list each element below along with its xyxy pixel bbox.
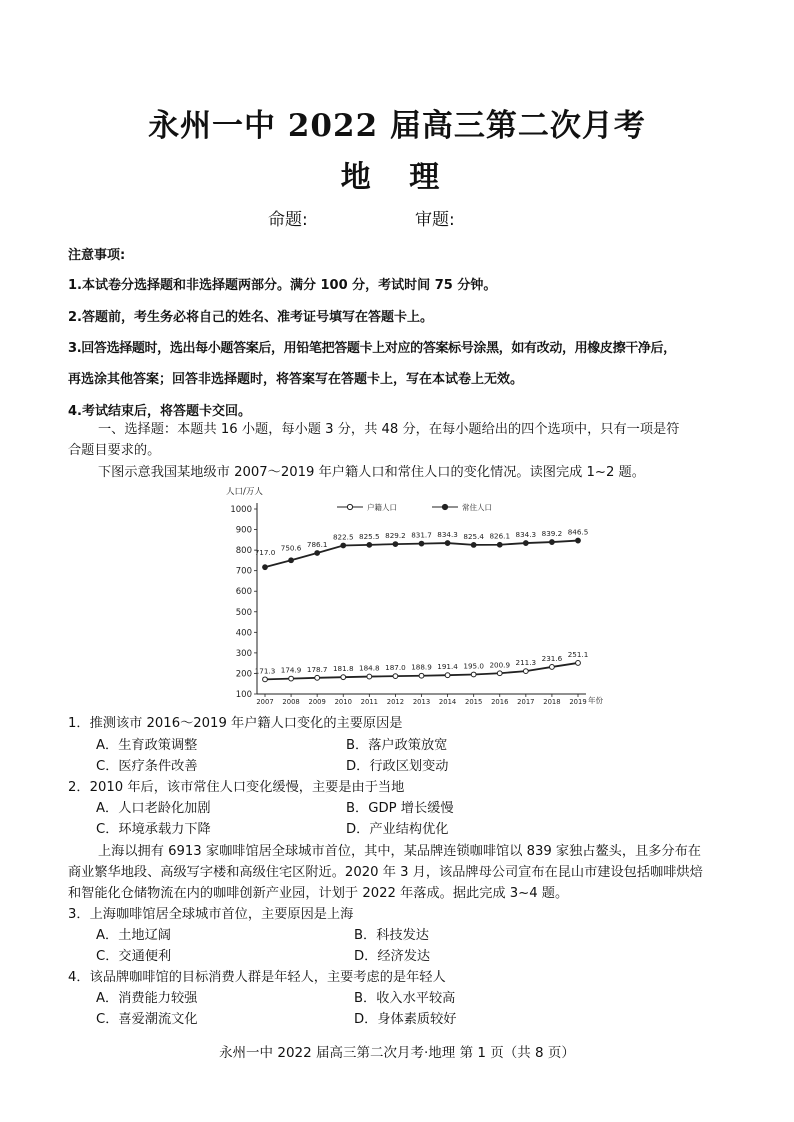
- note-item: 2.答题前，考生务必将自己的姓名、准考证号填写在答题卡上。: [68, 310, 433, 325]
- y-tick-label: 500: [235, 607, 252, 618]
- q1-option-a: A．生育政策调整: [96, 738, 198, 753]
- passage-2-line-3: 和智能化仓储物流在内的咖啡创新产业园，计划于 2022 年落成。据此完成 3~4 题。: [68, 886, 569, 901]
- data-label: 822.5: [332, 532, 354, 542]
- data-point: [341, 675, 346, 680]
- data-point: [550, 540, 555, 545]
- q1-option-c: C．医疗条件改善: [96, 759, 198, 774]
- data-point: [315, 675, 320, 680]
- data-label: 251.1: [567, 649, 589, 659]
- data-point: [263, 677, 268, 682]
- question-3-stem: 3．上海咖啡馆居全球城市首位，主要原因是上海: [68, 907, 354, 922]
- data-label: 181.8: [332, 664, 354, 674]
- y-tick-label: 300: [235, 648, 252, 659]
- data-point: [289, 558, 294, 563]
- q3-option-d: D．经济发达: [354, 949, 431, 964]
- passage-2-line-2: 商业繁华地段、高级写字楼和高级住宅区附近。2020 年 3 月，该品牌母公司宣布在昆山市建设包括咖啡烘焙: [68, 865, 703, 880]
- data-point: [419, 541, 424, 546]
- data-label: 829.2: [385, 531, 406, 541]
- data-point: [445, 541, 450, 546]
- note-item: 1.本试卷分选择题和非选择题两部分。满分 100 分，考试时间 75 分钟。: [68, 278, 497, 293]
- reviewer-label: 审题:: [415, 210, 455, 230]
- q3-option-b: B．科技发达: [354, 928, 429, 943]
- data-label: 839.2: [541, 529, 563, 539]
- data-label: 195.0: [463, 661, 484, 671]
- q2-option-b: B．GDP 增长缓慢: [346, 801, 454, 816]
- note-item: 4.考试结束后，将答题卡交回。: [68, 404, 251, 419]
- y-tick-label: 900: [235, 525, 252, 536]
- x-tick-label: 2011: [360, 698, 378, 706]
- author-label: 命题:: [268, 210, 308, 230]
- data-point: [341, 543, 346, 548]
- data-label: 174.9: [280, 665, 302, 675]
- x-tick-label: 2008: [282, 698, 300, 706]
- y-tick-label: 800: [235, 546, 252, 557]
- data-point: [419, 673, 424, 678]
- data-point: [263, 565, 268, 570]
- q3-option-c: C．交通便利: [96, 949, 172, 964]
- data-point: [315, 551, 320, 556]
- q2-option-c: C．环境承载力下降: [96, 822, 211, 837]
- data-label: 188.9: [411, 662, 432, 672]
- data-label: 178.7: [306, 664, 328, 674]
- data-point: [471, 542, 476, 547]
- y-axis-label: 人口/万人: [226, 487, 263, 497]
- data-point: [497, 542, 502, 547]
- x-tick-label: 2010: [334, 698, 352, 706]
- y-tick-label: 600: [235, 587, 252, 598]
- q2-option-a: A．人口老龄化加剧: [96, 801, 211, 816]
- page-footer: 永州一中 2022 届高三第二次月考·地理 第 1 页（共 8 页）: [219, 1045, 575, 1061]
- x-tick-label: 2012: [386, 698, 405, 706]
- note-item: 再选涂其他答案；回答非选择题时，将答案写在答题卡上，写在本试卷上无效。: [68, 372, 524, 387]
- q4-option-c: C．喜爱潮流文化: [96, 1012, 198, 1027]
- data-point: [367, 674, 372, 679]
- q4-option-a: A．消费能力较强: [96, 991, 198, 1006]
- x-tick-label: 2014: [438, 698, 457, 706]
- x-tick-label: 2017: [517, 698, 535, 706]
- x-tick-label: 2007: [256, 698, 274, 706]
- data-label: 231.6: [541, 653, 563, 663]
- data-point: [576, 661, 581, 666]
- q2-option-d: D．产业结构优化: [346, 822, 449, 837]
- legend-label: 常住人口: [462, 503, 492, 512]
- data-label: 211.3: [515, 658, 537, 668]
- data-point: [393, 674, 398, 679]
- data-point: [367, 542, 372, 547]
- x-tick-label: 2016: [491, 698, 509, 706]
- section-intro: 一、选择题：本题共 16 小题，每小题 3 分，共 48 分，在每小题给出的四个选项中，只有一项是符: [98, 422, 680, 437]
- data-point: [497, 671, 502, 676]
- x-tick-label: 2015: [465, 698, 483, 706]
- legend-label: 户籍人口: [367, 503, 397, 512]
- exam-title: 永州一中 2022 届高三第二次月考: [148, 108, 646, 144]
- passage-2-line-1: 上海以拥有 6913 家咖啡馆居全球城市首位，其中，某品牌连锁咖啡馆以 839 家独占鳌头，且多分布在: [98, 844, 701, 859]
- q3-option-a: A．土地辽阔: [96, 928, 171, 943]
- question-2-stem: 2．2010 年后，该市常住人口变化缓慢，主要是由于当地: [68, 780, 405, 795]
- data-point: [523, 669, 528, 674]
- data-point: [471, 672, 476, 677]
- q4-option-d: D．身体素质较好: [354, 1012, 457, 1027]
- data-label: 171.3: [254, 666, 276, 676]
- data-label: 846.5: [567, 527, 589, 537]
- data-label: 834.3: [515, 530, 537, 540]
- legend-marker: [442, 504, 447, 509]
- x-axis-label: 年份: [588, 696, 603, 705]
- x-tick-label: 2013: [412, 698, 431, 706]
- y-tick-label: 100: [235, 690, 252, 700]
- x-tick-label: 2009: [308, 698, 326, 706]
- x-tick-label: 2019: [569, 698, 587, 706]
- y-tick-label: 1000: [230, 505, 252, 515]
- data-label: 717.0: [254, 548, 276, 558]
- question-4-stem: 4．该品牌咖啡馆的目标消费人群是年轻人，主要考虑的是年轻人: [68, 970, 446, 985]
- data-label: 200.9: [489, 660, 511, 670]
- data-point: [576, 538, 581, 543]
- data-label: 191.4: [437, 662, 458, 672]
- note-item: 3.回答选择题时，选出每小题答案后，用铅笔把答题卡上对应的答案标号涂黑，如有改动，用橡皮擦干净后，: [68, 341, 676, 356]
- x-tick-label: 2018: [543, 698, 561, 706]
- subject-title: 地 理: [340, 160, 454, 195]
- data-label: 825.5: [359, 531, 380, 541]
- data-point: [550, 665, 555, 670]
- q1-option-d: D．行政区划变动: [346, 759, 449, 774]
- y-tick-label: 700: [235, 566, 252, 577]
- q4-option-b: B．收入水平较高: [354, 991, 456, 1006]
- data-label: 187.0: [385, 663, 406, 673]
- data-label: 831.7: [411, 530, 432, 540]
- question-1-stem: 1．推测该市 2016～2019 年户籍人口变化的主要原因是: [68, 716, 403, 731]
- data-point: [523, 541, 528, 546]
- data-point: [445, 673, 450, 678]
- data-label: 825.4: [463, 531, 484, 541]
- data-label: 184.8: [359, 663, 380, 673]
- data-label: 834.3: [437, 530, 458, 540]
- y-tick-label: 200: [235, 669, 252, 680]
- population-line-chart: [222, 484, 612, 712]
- notes-heading: 注意事项:: [68, 248, 126, 263]
- section-intro-cont: 合题目要求的。: [68, 443, 161, 458]
- chart-intro: 下图示意我国某地级市 2007～2019 年户籍人口和常住人口的变化情况。读图完成 1~2 题。: [98, 465, 645, 480]
- q1-option-b: B．落户政策放宽: [346, 738, 448, 753]
- legend-marker: [347, 504, 352, 509]
- y-tick-label: 400: [235, 628, 252, 639]
- data-label: 750.6: [280, 543, 302, 553]
- data-label: 786.1: [306, 539, 328, 549]
- data-point: [393, 542, 398, 547]
- data-label: 826.1: [489, 531, 511, 541]
- data-point: [289, 676, 294, 681]
